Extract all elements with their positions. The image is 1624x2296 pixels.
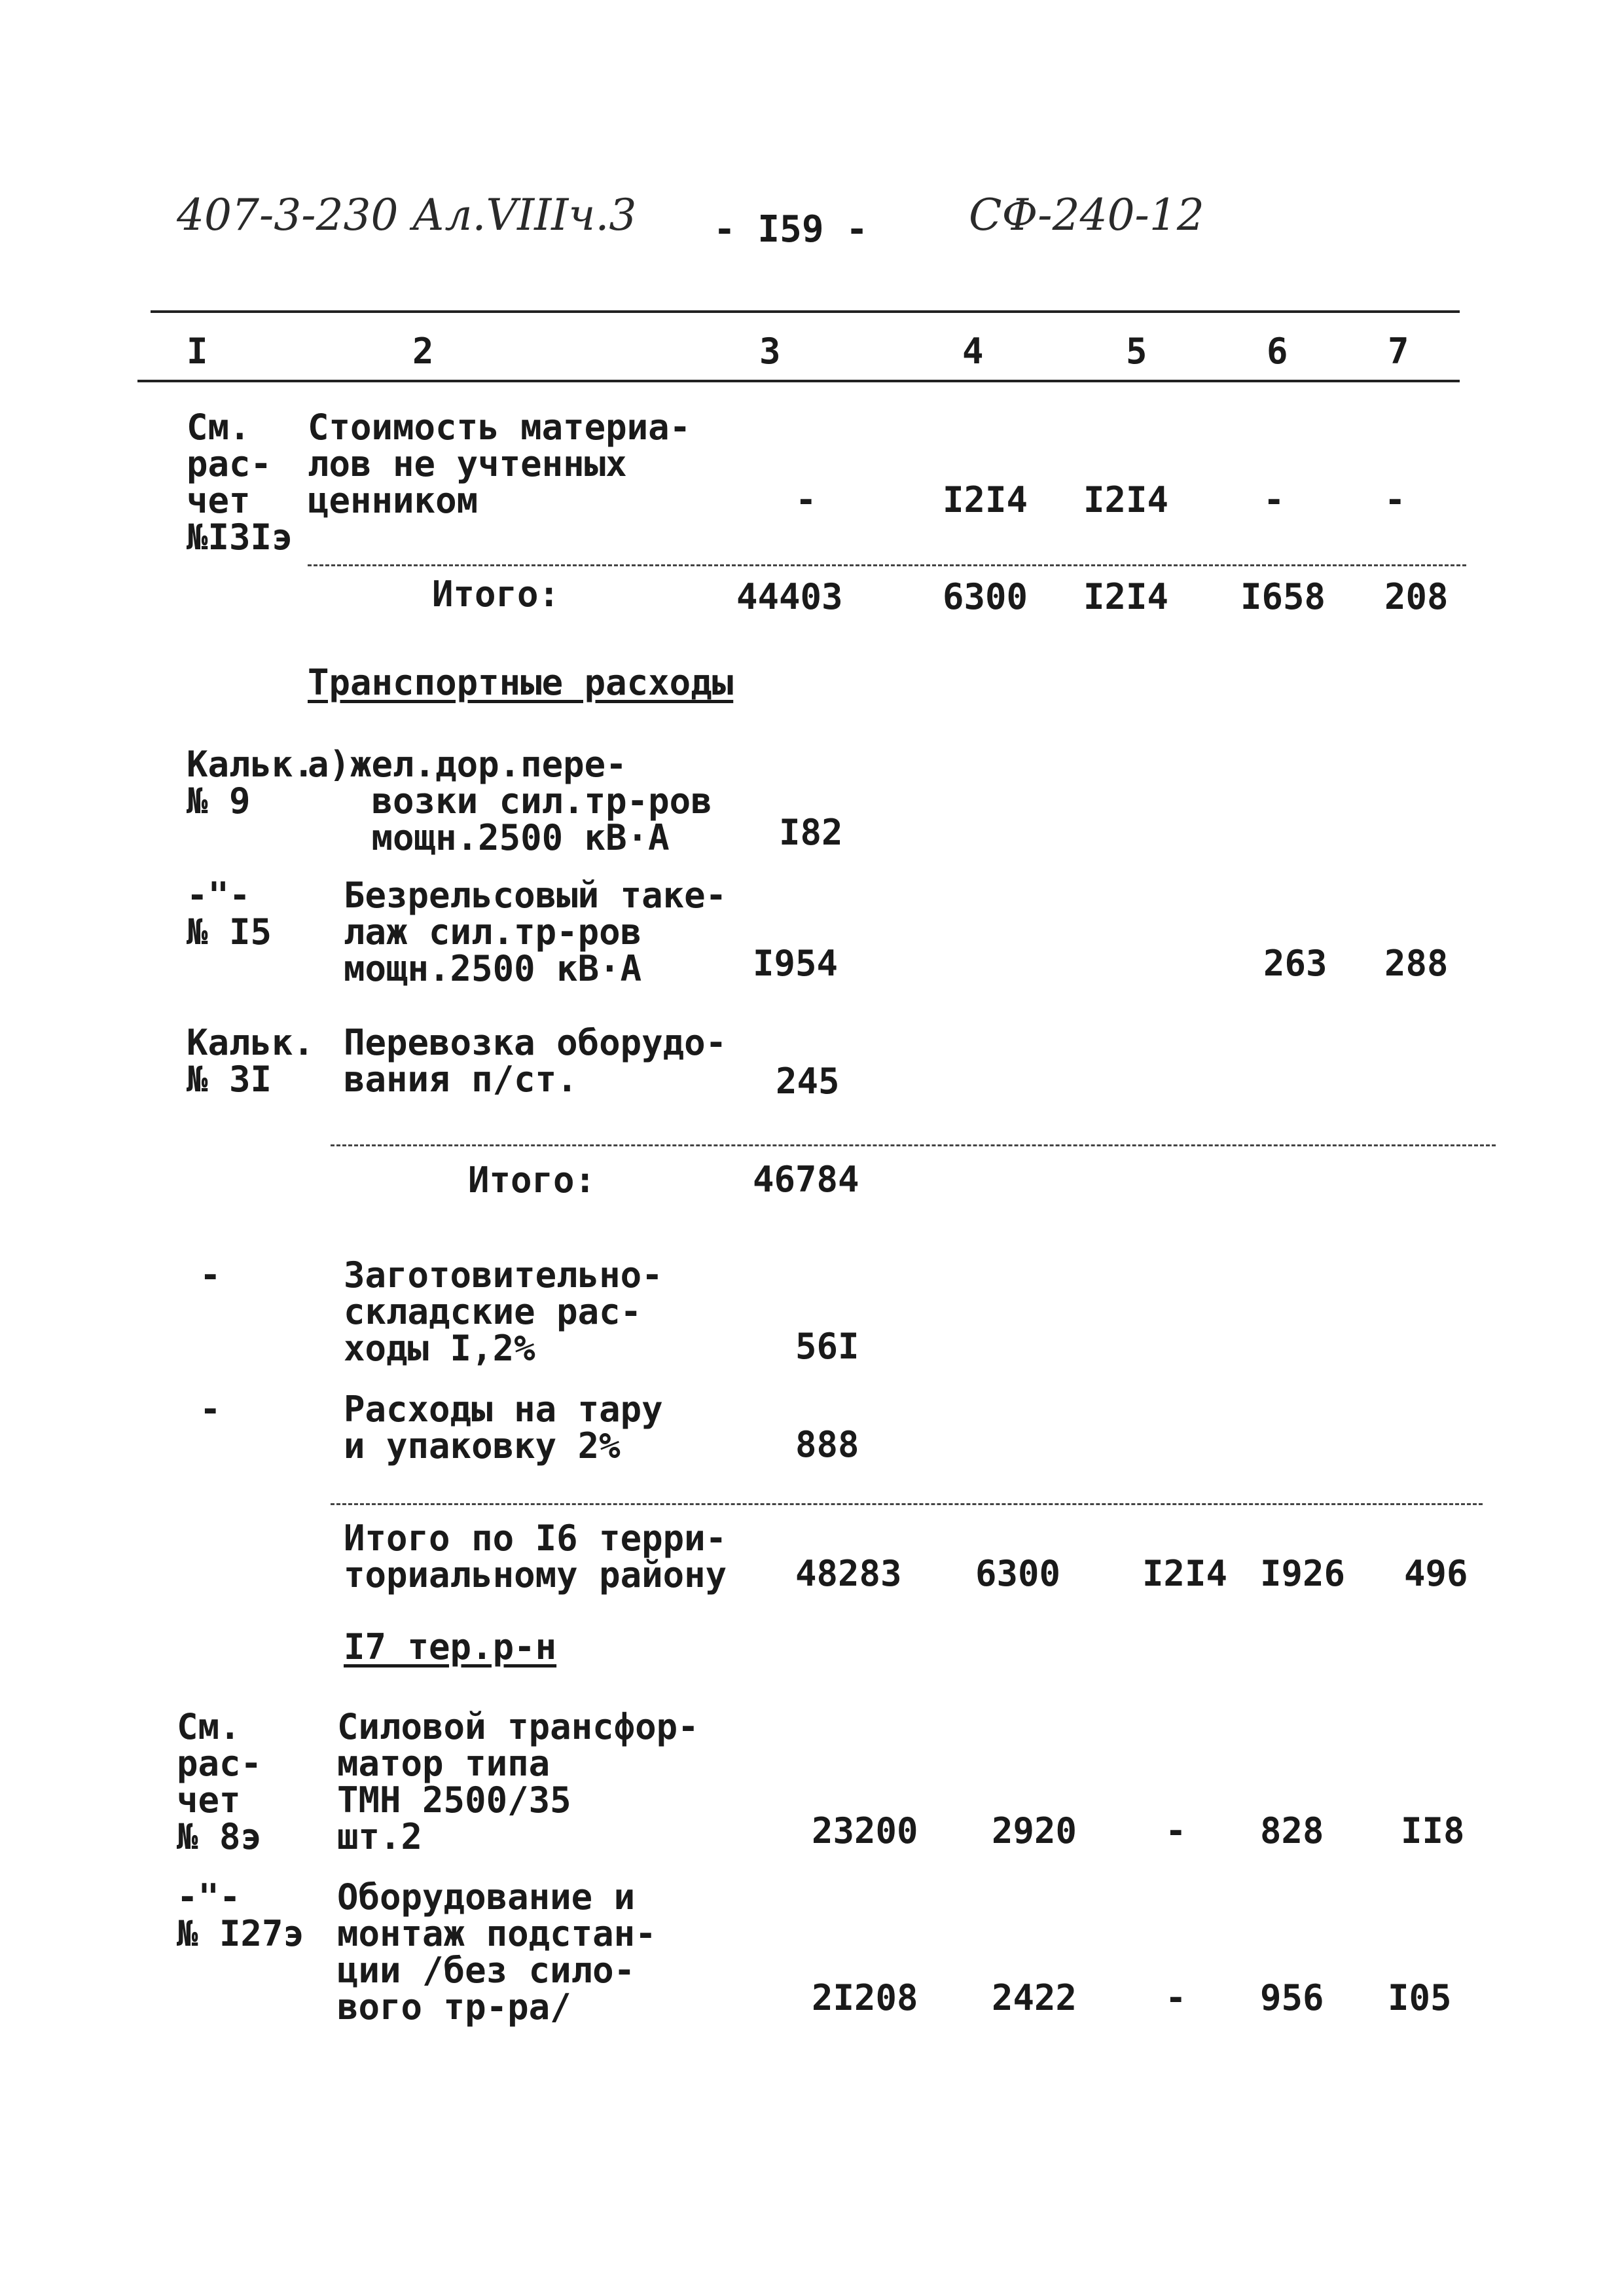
subtotal-rule-2 — [331, 1144, 1496, 1146]
table-row-9-col7: 496 — [1404, 1553, 1468, 1594]
table-row-3-description: а)жел.дор.пере- возки сил.тр-ров мощн.2500 кВ·А — [308, 744, 712, 858]
subtotal-rule-1 — [308, 564, 1466, 566]
table-row-11-description: Силовой трансфор- матор типа ТМН 2500/35 шт.2 — [337, 1706, 699, 1857]
table-row-0-col4: I2I4 — [943, 479, 1028, 520]
table-row-9-col3: 48283 — [795, 1553, 902, 1594]
table-row-11-col3: 23200 — [812, 1810, 918, 1851]
table-row-4-col6: 263 — [1263, 943, 1327, 984]
table-row-0-ref: См. рас- чет №I3Iэ — [187, 407, 293, 558]
column-header-3: 3 — [759, 331, 781, 372]
header-top-rule — [151, 310, 1460, 313]
table-row-3-ref: Кальк. № 9 — [187, 744, 315, 822]
table-row-4-description: Безрельсовый таке- лаж сил.тр-ров мощн.2500 кВ·А — [344, 875, 727, 989]
section-heading-transport: Транспортные расходы — [308, 662, 734, 703]
table-row-1-col4: 6300 — [943, 576, 1028, 617]
table-row-7-ref: - — [200, 1254, 221, 1296]
table-row-5-ref: Кальк. № 3I — [187, 1022, 315, 1100]
table-row-0-description: Стоимость материа- лов не учтенных ценником — [308, 407, 691, 521]
table-row-5-col3: 245 — [776, 1061, 840, 1102]
table-row-4-ref: -"- № I5 — [187, 875, 272, 953]
sheet-code: СФ-240-12 — [969, 190, 1204, 240]
column-header-6: 6 — [1267, 331, 1288, 372]
table-row-6-col3: 46784 — [753, 1159, 859, 1200]
table-row-11-col6: 828 — [1260, 1810, 1324, 1851]
table-row-12-description: Оборудование и монтаж подстан- ции /без сило- вого тр-ра/ — [337, 1876, 657, 2028]
table-row-5-description: Перевозка оборудо- вания п/ст. — [344, 1022, 727, 1100]
table-row-0-col3: - — [795, 479, 817, 520]
table-row-12-col7: I05 — [1388, 1977, 1452, 2018]
table-row-4-col3: I954 — [753, 943, 839, 984]
table-row-12-ref: -"- № I27э — [177, 1876, 305, 1954]
table-row-1-col3: 44403 — [736, 576, 843, 617]
table-row-9-col6: I926 — [1260, 1553, 1346, 1594]
table-row-1-col5: I2I4 — [1083, 576, 1169, 617]
table-row-9-col4: 6300 — [975, 1553, 1061, 1594]
table-row-7-col3: 56I — [795, 1326, 859, 1367]
table-row-0-col7: - — [1384, 479, 1406, 520]
table-row-9-description: Итого по I6 терри- ториальному району — [344, 1518, 727, 1595]
column-header-4: 4 — [962, 331, 984, 372]
table-row-6-description: Итого: — [468, 1159, 596, 1201]
subtotal-rule-3 — [331, 1503, 1483, 1505]
table-row-8-description: Расходы на тару и упаковку 2% — [344, 1389, 663, 1467]
table-row-9-col5: I2I4 — [1142, 1553, 1228, 1594]
table-row-1-col7: 208 — [1384, 576, 1449, 617]
table-row-11-ref: См. рас- чет № 8э — [177, 1706, 262, 1857]
table-row-12-col3: 2I208 — [812, 1977, 918, 2018]
table-row-8-ref: - — [200, 1389, 221, 1430]
document-code: 407-3-230 Ал.VIIIч.3 — [177, 190, 637, 240]
table-row-11-col7: II8 — [1401, 1810, 1465, 1851]
table-row-3-col3: I82 — [779, 812, 843, 853]
table-row-11-col4: 2920 — [992, 1810, 1077, 1851]
table-row-12-col5: - — [1165, 1977, 1187, 2018]
table-row-0-col6: - — [1263, 479, 1285, 520]
table-row-12-col4: 2422 — [992, 1977, 1077, 2018]
table-row-1-description: Итого: — [432, 574, 560, 615]
column-header-2: 2 — [412, 331, 434, 372]
column-header-5: 5 — [1126, 331, 1147, 372]
column-header-1: I — [187, 331, 208, 372]
table-row-4-col7: 288 — [1384, 943, 1449, 984]
page-number: - I59 - — [713, 208, 869, 251]
table-row-0-col5: I2I4 — [1083, 479, 1169, 520]
table-row-7-description: Заготовительно- складские рас- ходы I,2% — [344, 1254, 663, 1369]
table-row-1-col6: I658 — [1240, 576, 1326, 617]
table-row-8-col3: 888 — [795, 1424, 859, 1465]
table-row-11-col5: - — [1165, 1810, 1187, 1851]
table-row-12-col6: 956 — [1260, 1977, 1324, 2018]
header-bottom-rule — [137, 380, 1460, 382]
section-heading-territory-17: I7 тер.р-н — [344, 1626, 557, 1667]
column-header-7: 7 — [1388, 331, 1409, 372]
